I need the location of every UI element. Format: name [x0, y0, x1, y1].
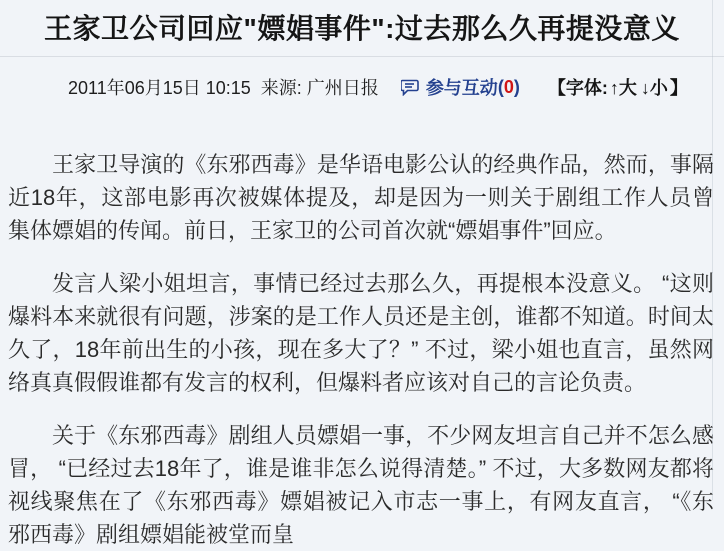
article-paragraph-2: 发言人梁小姐坦言，事情已经过去那么久，再提根本没意义。 “这则爆料本来就很有问题，涉案的是工作人员还是主创，谁都不知道。时间太久了，18年前出生的小孩，现在多大了？” 不过，梁小姐也直言，虽然网络真真假假谁都有发言的权利，但爆料者应该对自己的言论负责。 — [8, 271, 714, 395]
font-size-widget — [548, 74, 688, 100]
article-meta-bar — [68, 74, 724, 100]
interact-count-paren-close: ) — [513, 76, 520, 97]
font-widget-prefix: 【字体: — [547, 78, 608, 98]
article-datetime: 2011年06月15日 10:15 — [68, 78, 251, 98]
page-title: 王家卫公司回应"嫖娼事件":过去那么久再提没意义 — [44, 13, 680, 44]
font-increase-button[interactable]: ↑大 — [609, 78, 637, 98]
interact-count: 0 — [503, 76, 514, 97]
article-body — [8, 148, 714, 551]
article-source: 来源: 广州日报 — [260, 78, 379, 98]
interact-label: 参与互动 — [425, 78, 498, 98]
article-paragraph-1: 王家卫导演的《东邪西毒》是华语电影公认的经典作品，然而，事隔近18年，这部电影再次被媒体提及，却是因为一则关于剧组工作人员曾集体嫖娼的传闻。前日，王家卫的公司首次就“嫖娼事件”回应。 — [8, 152, 714, 243]
comment-bubble-icon — [401, 78, 426, 96]
article-paragraph-3: 关于《东邪西毒》剧组人员嫖娼一事，不少网友坦言自己并不怎么感冒， “已经过去18年了，谁是谁非怎么说得清楚。” 不过，大多数网友都将视线聚焦在了《东邪西毒》嫖娼被记入市志一事上，有网友直言， “《东邪西毒》剧组嫖娼能被堂而皇 — [8, 423, 714, 547]
title-divider — [0, 56, 724, 57]
interact-count-paren-open: ( — [497, 76, 504, 97]
page-right-edge — [712, 0, 713, 500]
interact-link[interactable] — [401, 74, 520, 100]
font-widget-suffix: 】 — [669, 78, 688, 98]
font-decrease-button[interactable]: ↓小 — [640, 78, 668, 98]
